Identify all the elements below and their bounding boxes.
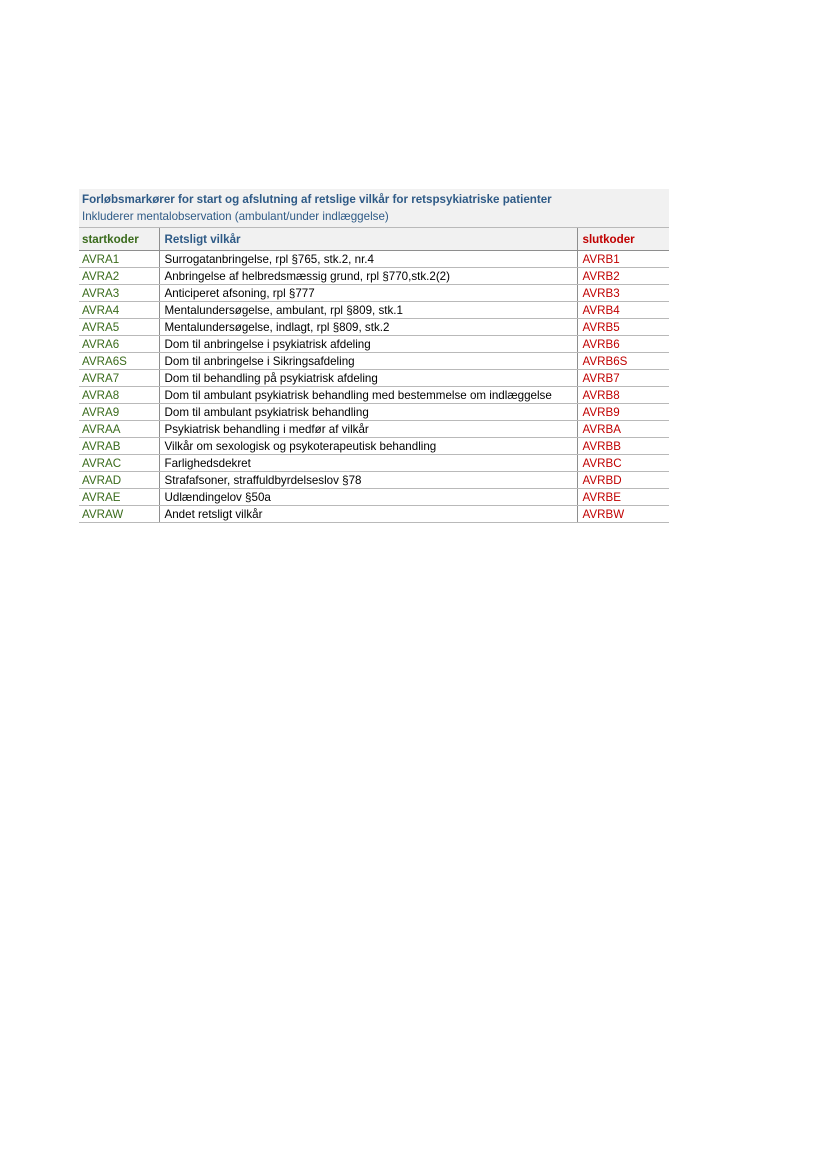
end-code-cell: AVRB7 bbox=[577, 370, 669, 387]
end-code-cell: AVRBA bbox=[577, 421, 669, 438]
table-row bbox=[79, 336, 669, 353]
start-code-cell: AVRA7 bbox=[79, 370, 159, 387]
start-code-cell: AVRA6S bbox=[79, 353, 159, 370]
table-row bbox=[79, 506, 669, 523]
condition-cell: Dom til anbringelse i Sikringsafdeling bbox=[159, 353, 577, 370]
condition-cell: Strafafsoner, straffuldbyrdelseslov §78 bbox=[159, 472, 577, 489]
start-code-cell: AVRA2 bbox=[79, 268, 159, 285]
end-code-cell: AVRB2 bbox=[577, 268, 669, 285]
end-code-cell: AVRBD bbox=[577, 472, 669, 489]
table-header-row bbox=[79, 228, 669, 251]
table-row bbox=[79, 285, 669, 302]
header-startkoder: startkoder bbox=[79, 228, 159, 251]
end-code-cell: AVRB5 bbox=[577, 319, 669, 336]
condition-cell: Dom til behandling på psykiatrisk afdeling bbox=[159, 370, 577, 387]
table-title: Forløbsmarkører for start og afslutning af retslige vilkår for retspsykiatriske patienter bbox=[79, 189, 669, 209]
condition-cell: Anbringelse af helbredsmæssig grund, rpl §770,stk.2(2) bbox=[159, 268, 577, 285]
end-code-cell: AVRBC bbox=[577, 455, 669, 472]
end-code-cell: AVRB1 bbox=[577, 251, 669, 268]
condition-cell: Anticiperet afsoning, rpl §777 bbox=[159, 285, 577, 302]
table-title-row bbox=[79, 189, 669, 209]
condition-cell: Andet retsligt vilkår bbox=[159, 506, 577, 523]
end-code-cell: AVRB8 bbox=[577, 387, 669, 404]
end-code-cell: AVRBB bbox=[577, 438, 669, 455]
table-row bbox=[79, 455, 669, 472]
condition-cell: Udlændingelov §50a bbox=[159, 489, 577, 506]
table-row bbox=[79, 251, 669, 268]
condition-cell: Surrogatanbringelse, rpl §765, stk.2, nr.4 bbox=[159, 251, 577, 268]
start-code-cell: AVRAD bbox=[79, 472, 159, 489]
table-row bbox=[79, 421, 669, 438]
start-code-cell: AVRAA bbox=[79, 421, 159, 438]
end-code-cell: AVRB3 bbox=[577, 285, 669, 302]
table-row bbox=[79, 370, 669, 387]
condition-cell: Farlighedsdekret bbox=[159, 455, 577, 472]
end-code-cell: AVRBE bbox=[577, 489, 669, 506]
condition-cell: Dom til ambulant psykiatrisk behandling bbox=[159, 404, 577, 421]
condition-cell: Vilkår om sexologisk og psykoterapeutisk behandling bbox=[159, 438, 577, 455]
table-row bbox=[79, 302, 669, 319]
end-code-cell: AVRB4 bbox=[577, 302, 669, 319]
table-row bbox=[79, 489, 669, 506]
header-retsligt-vilkar: Retsligt vilkår bbox=[159, 228, 577, 251]
start-code-cell: AVRAE bbox=[79, 489, 159, 506]
table-row bbox=[79, 268, 669, 285]
start-code-cell: AVRA1 bbox=[79, 251, 159, 268]
start-code-cell: AVRA4 bbox=[79, 302, 159, 319]
end-code-cell: AVRB6 bbox=[577, 336, 669, 353]
table-subtitle-row bbox=[79, 209, 669, 228]
condition-cell: Mentalundersøgelse, ambulant, rpl §809, stk.1 bbox=[159, 302, 577, 319]
table-row bbox=[79, 319, 669, 336]
condition-cell: Dom til anbringelse i psykiatrisk afdeling bbox=[159, 336, 577, 353]
table-row bbox=[79, 387, 669, 404]
table-subtitle: Inkluderer mentalobservation (ambulant/under indlæggelse) bbox=[79, 209, 669, 228]
start-code-cell: AVRA6 bbox=[79, 336, 159, 353]
table-row bbox=[79, 353, 669, 370]
table-row bbox=[79, 404, 669, 421]
condition-cell: Psykiatrisk behandling i medfør af vilkår bbox=[159, 421, 577, 438]
table-row bbox=[79, 472, 669, 489]
start-code-cell: AVRAC bbox=[79, 455, 159, 472]
end-code-cell: AVRB6S bbox=[577, 353, 669, 370]
start-code-cell: AVRA5 bbox=[79, 319, 159, 336]
codes-table bbox=[79, 189, 669, 523]
condition-cell: Mentalundersøgelse, indlagt, rpl §809, stk.2 bbox=[159, 319, 577, 336]
start-code-cell: AVRAB bbox=[79, 438, 159, 455]
header-slutkoder: slutkoder bbox=[577, 228, 669, 251]
start-code-cell: AVRA3 bbox=[79, 285, 159, 302]
start-code-cell: AVRA8 bbox=[79, 387, 159, 404]
table-row bbox=[79, 438, 669, 455]
start-code-cell: AVRA9 bbox=[79, 404, 159, 421]
end-code-cell: AVRB9 bbox=[577, 404, 669, 421]
start-code-cell: AVRAW bbox=[79, 506, 159, 523]
end-code-cell: AVRBW bbox=[577, 506, 669, 523]
condition-cell: Dom til ambulant psykiatrisk behandling med bestemmelse om indlæggelse bbox=[159, 387, 577, 404]
